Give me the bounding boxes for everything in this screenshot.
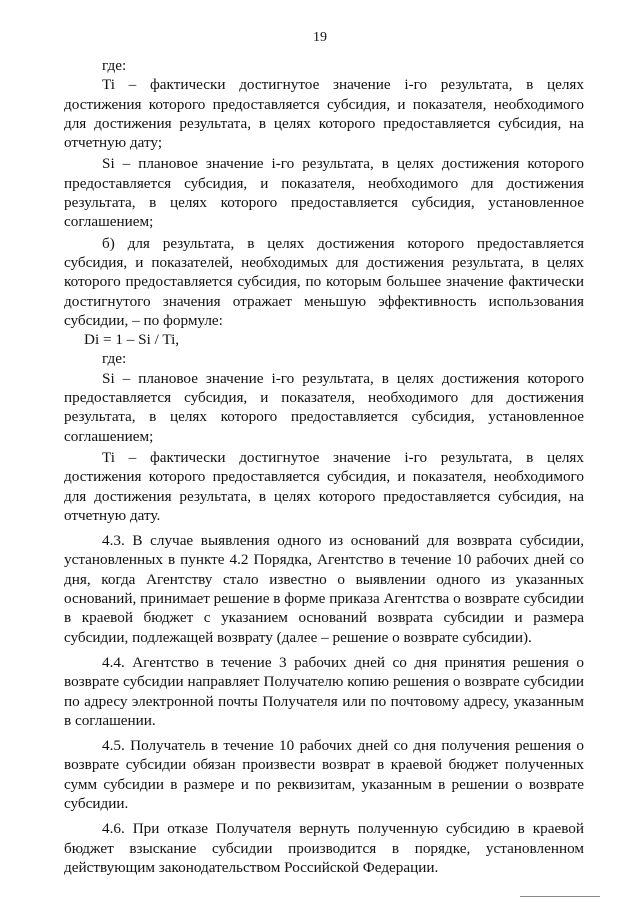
clause-4-6: 4.6. При отказе Получателя вернуть полученную субсидию в краевой бюджет взыскание субсидии производится в порядке, установленном действующим законодательством Российской Федерации.: [64, 820, 584, 876]
clause-4-5: 4.5. Получатель в течение 10 рабочих дней со дня получения решения о возврате субсидии обязан произвести возврат в краевой бюджет полученных сумм субсидии в размере и по реквизитам, указанным в решении о возврате субсидии.: [64, 737, 584, 812]
si-definition-2: Si – плановое значение i-го результата, в целях достижения которого предоставляется субсидия, и показателя, необходимого для достижения результата, в целях которого предоставляется субсидия, установленное соглашением;: [64, 369, 584, 445]
si-definition: Si – плановое значение i-го результата, в целях достижения которого предоставляется субсидия, и показателя, необходимого для достижения результата, в целях которого предоставляется субсидия, установленное соглашением;: [64, 155, 584, 231]
where-label-2: где:: [102, 350, 127, 368]
document-body: [64, 56, 584, 877]
clause-b: б) для результата, в целях достижения которого предоставляется субсидия, и показателей, необходимых для достижения результата, в целях которого предоставляется субсидия, по которым большее значение фактически достигнутого значения отражает меньшую эффективность использования субсидии, – по формуле:: [64, 234, 584, 329]
clause-4-3: 4.3. В случае выявления одного из оснований для возврата субсидии, установленных в пункте 4.2 Порядка, Агентство в течение 10 рабочих дней со дня, когда Агентству стало известно о выявлении одного из указанных оснований, принимает решение в форме приказа Агентства о возврате субсидии в краевой бюджет с указанием оснований возврата субсидии и размера субсидии, подлежащей возврату (далее – решение о возврате субсидии).: [64, 532, 584, 646]
ti-definition: Ti – фактически достигнутое значение i-го результата, в целях достижения которого предоставляется субсидия, и показателя, необходимого для достижения результата, в целях которого предоставляется субсидия, на отчетную дату;: [64, 76, 584, 152]
bottom-rule: [520, 896, 600, 897]
ti-definition-2: Ti – фактически достигнутое значение i-го результата, в целях достижения которого предоставляется субсидия, и показателя, необходимого для достижения результата, в целях которого предоставляется субсидия, на отчетную дату.: [64, 448, 584, 524]
page-number: 19: [313, 30, 327, 45]
clause-4-4: 4.4. Агентство в течение 3 рабочих дней со дня принятия решения о возврате субсидии направляет Получателю копию решения о возврате субсидии по адресу электронной почты Получателя или по почтовому адресу, указанным в соглашении.: [64, 653, 584, 729]
where-label: где:: [102, 57, 127, 74]
formula: Di = 1 – Si / Ti,: [84, 331, 180, 349]
